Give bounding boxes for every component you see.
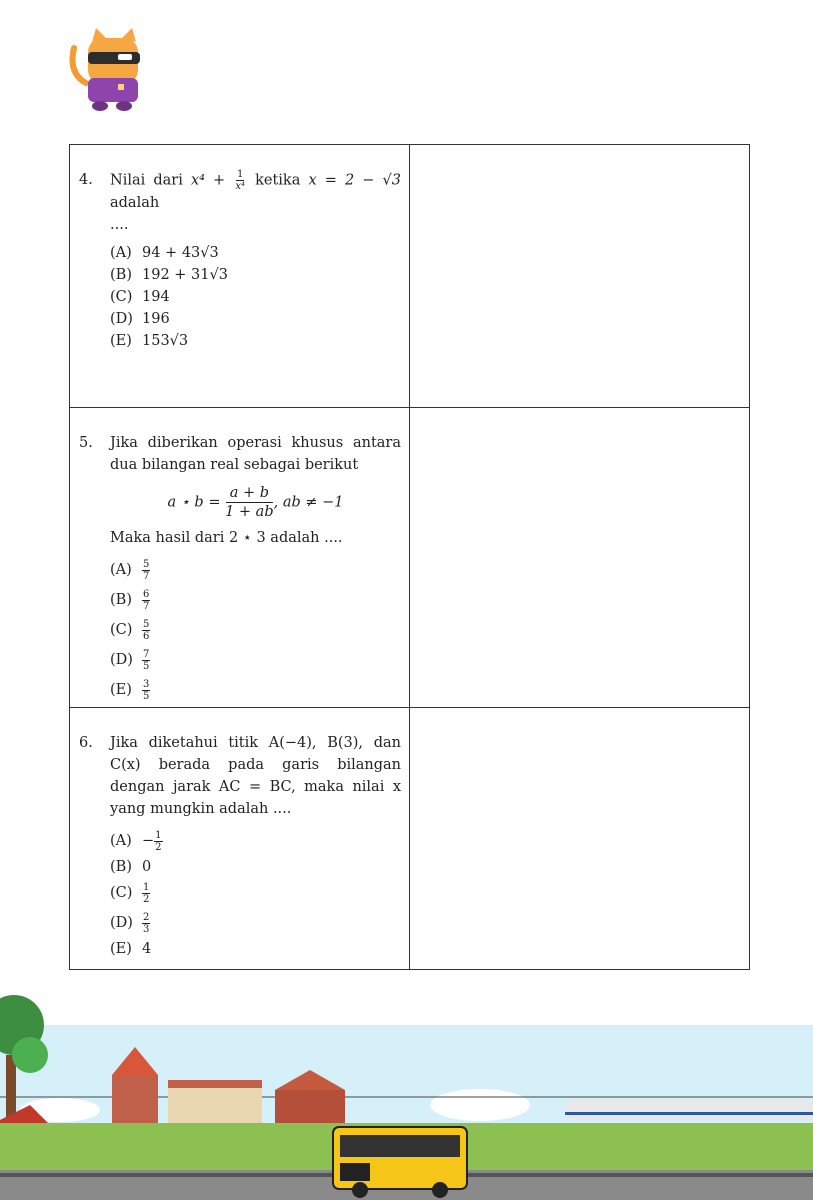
fraction-numerator: 2 bbox=[143, 911, 150, 923]
fraction-denominator: 2 bbox=[143, 893, 150, 905]
option-label: (C) bbox=[110, 289, 133, 305]
question-cell bbox=[70, 145, 410, 408]
question-row bbox=[70, 145, 750, 408]
stem-ellipsis: .... bbox=[110, 217, 129, 233]
option-label: (D) bbox=[110, 652, 133, 668]
stem-expression: x⁴ + bbox=[190, 172, 226, 189]
question-table bbox=[69, 144, 750, 970]
question-stem bbox=[110, 169, 401, 236]
option-e[interactable] bbox=[110, 675, 401, 705]
option-label: (A) bbox=[110, 562, 132, 578]
option-value: 196 bbox=[142, 311, 170, 327]
option-label: (E) bbox=[110, 941, 132, 957]
operation-formula bbox=[110, 484, 401, 521]
options-list bbox=[110, 555, 401, 705]
question-number: 6. bbox=[79, 735, 93, 751]
option-a[interactable] bbox=[110, 826, 401, 856]
option-label: (B) bbox=[110, 267, 132, 283]
options-list bbox=[110, 242, 401, 352]
stem-text: adalah bbox=[110, 195, 160, 211]
fraction-numerator: 5 bbox=[143, 558, 150, 570]
option-label: (E) bbox=[110, 682, 132, 698]
fraction-numerator: 7 bbox=[143, 648, 150, 660]
formula-lhs: a ⋆ b = bbox=[167, 494, 221, 511]
fraction-numerator: 1 bbox=[236, 169, 244, 180]
stem-condition: x = 2 − √3 bbox=[308, 172, 402, 189]
fraction-denominator: 3 bbox=[143, 923, 150, 935]
option-fraction bbox=[142, 912, 150, 935]
option-label: (D) bbox=[110, 915, 133, 931]
option-label: (B) bbox=[110, 592, 132, 608]
option-value: 4 bbox=[142, 941, 152, 957]
fraction-numerator: 5 bbox=[143, 618, 150, 630]
fraction-denominator: 2 bbox=[155, 841, 162, 853]
option-label: (E) bbox=[110, 333, 132, 349]
stem-text: ketika bbox=[255, 172, 301, 189]
question-prompt: Maka hasil dari 2 ⋆ 3 adalah .... bbox=[110, 530, 343, 546]
fraction-numerator: 1 bbox=[143, 881, 150, 893]
option-e[interactable] bbox=[110, 938, 401, 960]
option-a[interactable] bbox=[110, 555, 401, 585]
option-d[interactable] bbox=[110, 308, 401, 330]
mascot-cat-logo bbox=[66, 28, 150, 118]
fraction-denominator: x⁴ bbox=[235, 181, 245, 192]
stem-text: Nilai dari bbox=[110, 172, 183, 189]
option-sign: − bbox=[142, 833, 155, 849]
option-label: (A) bbox=[110, 833, 132, 849]
answer-space bbox=[410, 708, 750, 970]
formula-fraction bbox=[225, 484, 274, 521]
question-stem: Jika diberikan operasi khusus antara dua bilangan real sebagai berikut bbox=[110, 435, 401, 473]
fraction-denominator: 1 + ab bbox=[225, 504, 274, 520]
fraction-numerator: 6 bbox=[143, 588, 150, 600]
question-row bbox=[70, 408, 750, 708]
option-value: 94 + 43√3 bbox=[142, 245, 219, 261]
fraction-denominator: 6 bbox=[143, 630, 150, 642]
option-fraction bbox=[142, 589, 150, 612]
answer-space bbox=[410, 408, 750, 708]
question-number: 5. bbox=[79, 435, 93, 451]
options-list bbox=[110, 826, 401, 960]
option-fraction bbox=[142, 619, 150, 642]
stem-fraction bbox=[235, 169, 245, 192]
question-cell bbox=[70, 708, 410, 970]
question-number: 4. bbox=[79, 172, 93, 188]
fraction-numerator: 1 bbox=[155, 829, 162, 841]
option-c[interactable] bbox=[110, 286, 401, 308]
option-a[interactable] bbox=[110, 242, 401, 264]
option-d[interactable] bbox=[110, 908, 401, 938]
option-value: 0 bbox=[142, 859, 152, 875]
option-fraction bbox=[154, 830, 162, 853]
fraction-denominator: 7 bbox=[143, 600, 150, 612]
option-d[interactable] bbox=[110, 645, 401, 675]
fraction-denominator: 5 bbox=[143, 660, 150, 672]
option-label: (C) bbox=[110, 622, 133, 638]
option-label: (C) bbox=[110, 885, 133, 901]
option-label: (A) bbox=[110, 245, 132, 261]
question-cell bbox=[70, 408, 410, 708]
option-label: (D) bbox=[110, 311, 133, 327]
option-c[interactable] bbox=[110, 878, 401, 908]
question-row bbox=[70, 708, 750, 970]
fraction-numerator: 3 bbox=[143, 678, 150, 690]
option-fraction bbox=[142, 559, 150, 582]
fraction-denominator: 5 bbox=[143, 690, 150, 702]
answer-space bbox=[410, 145, 750, 408]
fraction-denominator: 7 bbox=[143, 570, 150, 582]
option-value: 194 bbox=[142, 289, 170, 305]
option-b[interactable] bbox=[110, 264, 401, 286]
option-e[interactable] bbox=[110, 330, 401, 352]
option-b[interactable] bbox=[110, 585, 401, 615]
option-c[interactable] bbox=[110, 615, 401, 645]
fraction-numerator: a + b bbox=[226, 484, 273, 503]
formula-condition: , ab ≠ −1 bbox=[273, 494, 344, 511]
option-b[interactable] bbox=[110, 856, 401, 878]
option-fraction bbox=[142, 882, 150, 905]
option-label: (B) bbox=[110, 859, 132, 875]
question-stem: Jika diketahui titik A(−4), B(3), dan C(x) berada pada garis bilangan dengan jarak AC = BC, maka nilai x yang mungkin adalah .... bbox=[110, 735, 401, 817]
city-landscape-illustration bbox=[0, 985, 813, 1200]
option-value: 153√3 bbox=[142, 333, 189, 349]
option-fraction bbox=[142, 649, 150, 672]
option-value: 192 + 31√3 bbox=[142, 267, 228, 283]
option-fraction bbox=[142, 679, 150, 702]
